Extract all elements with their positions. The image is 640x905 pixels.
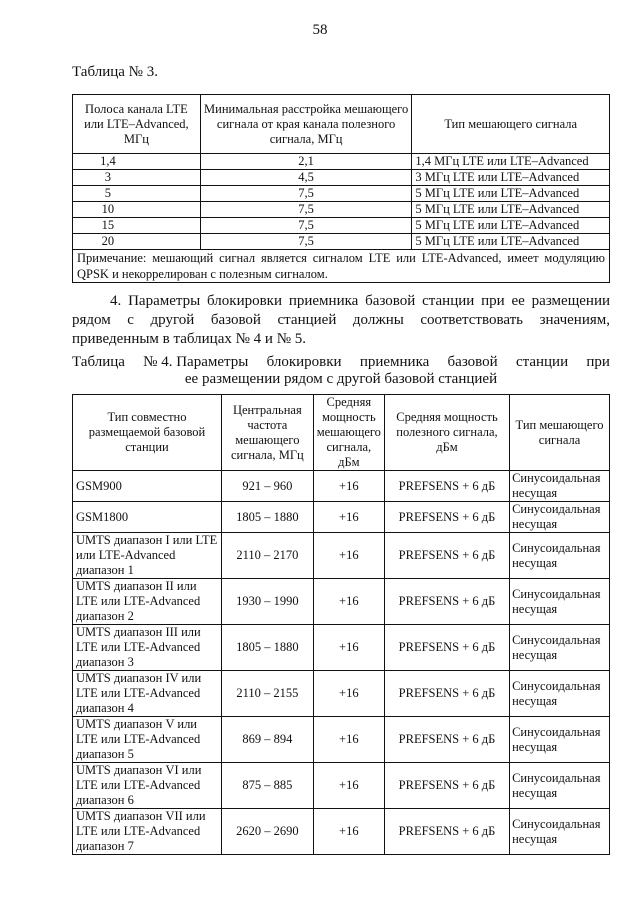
table-cell: 921 – 960 — [221, 471, 313, 502]
table-row — [73, 234, 610, 250]
table-cell: 5 МГц LTE или LTE–Advanced — [412, 234, 610, 250]
table-cell: 5 МГц LTE или LTE–Advanced — [412, 202, 610, 218]
table-cell: PREFSENS + 6 дБ — [384, 471, 509, 502]
table-cell: Синусоидальная несущая — [510, 579, 610, 625]
table-cell: PREFSENS + 6 дБ — [384, 502, 509, 533]
table-cell: PREFSENS + 6 дБ — [384, 717, 509, 763]
title-word: базовой — [447, 354, 498, 370]
table-cell: Синусоидальная несущая — [510, 763, 610, 809]
table-row — [73, 809, 610, 855]
table-cell: GSM900 — [73, 471, 222, 502]
table3-note: Примечание: мешающий сигнал является сигналом LTE или LTE-Advanced, имеет модуляцию QPSK и некоррелирован с полезным сигналом. — [73, 250, 610, 283]
table3-header-cell: Минимальная расстройка мешающего сигнала от края канала полезного сигнала, МГц — [200, 95, 412, 154]
table3-note-row — [73, 250, 610, 283]
table3-caption: Таблица № 3. — [72, 64, 158, 80]
table-cell: UMTS диапазон VII или LTE или LTE-Advanced диапазон 7 — [73, 809, 222, 855]
page-number: 58 — [312, 22, 328, 38]
table-cell: PREFSENS + 6 дБ — [384, 625, 509, 671]
table-cell: Синусоидальная несущая — [510, 502, 610, 533]
table4-header-cell: Центральная частота мешающего сигнала, МГц — [221, 395, 313, 471]
table-cell: 4,5 — [200, 170, 412, 186]
table-cell: +16 — [313, 533, 384, 579]
table-cell: UMTS диапазон I или LTE или LTE-Advanced диапазон 1 — [73, 533, 222, 579]
table-cell: UMTS диапазон V или LTE или LTE-Advanced диапазон 5 — [73, 717, 222, 763]
table-cell: +16 — [313, 763, 384, 809]
table-cell: GSM1800 — [73, 502, 222, 533]
table4 — [72, 394, 610, 855]
paragraph-4: 4. Параметры блокировки приемника базовой станции при ее размещении рядом с другой базовой станцией должны соответствовать значениям, приведенным в таблицах № 4 и № 5. — [72, 293, 610, 347]
title-word: Таблица — [72, 354, 125, 370]
table-row — [73, 763, 610, 809]
table-cell: Синусоидальная несущая — [510, 809, 610, 855]
table-cell: 1930 – 1990 — [221, 579, 313, 625]
table-cell: +16 — [313, 471, 384, 502]
table-cell: PREFSENS + 6 дБ — [384, 579, 509, 625]
table-cell: 20 — [73, 234, 201, 250]
table-cell: 7,5 — [200, 218, 412, 234]
table-row — [73, 625, 610, 671]
table-cell: 7,5 — [200, 186, 412, 202]
table-cell: PREFSENS + 6 дБ — [384, 533, 509, 579]
title-word: № 4. Параметры — [143, 354, 249, 370]
table-cell: +16 — [313, 579, 384, 625]
table4-title-line2: ее размещении рядом с другой базовой станцией — [184, 371, 498, 387]
table-cell: +16 — [313, 671, 384, 717]
table-cell: UMTS диапазон VI или LTE или LTE-Advanced диапазон 6 — [73, 763, 222, 809]
title-word: приемника — [359, 354, 430, 370]
table-cell: +16 — [313, 625, 384, 671]
table-cell: +16 — [313, 809, 384, 855]
table-cell: Синусоидальная несущая — [510, 533, 610, 579]
table-cell: PREFSENS + 6 дБ — [384, 809, 509, 855]
table-cell: Синусоидальная несущая — [510, 471, 610, 502]
table-cell: 5 — [73, 186, 201, 202]
table-cell: 875 – 885 — [221, 763, 313, 809]
table-row — [73, 533, 610, 579]
table-cell: PREFSENS + 6 дБ — [384, 671, 509, 717]
table-cell: +16 — [313, 502, 384, 533]
table-cell: +16 — [313, 717, 384, 763]
table3-header-row — [73, 95, 610, 154]
table4-header-cell: Тип мешающего сигнала — [510, 395, 610, 471]
table-cell: UMTS диапазон IV или LTE или LTE-Advanced диапазон 4 — [73, 671, 222, 717]
table4-title — [72, 354, 610, 388]
table-cell: 869 – 894 — [221, 717, 313, 763]
title-word: при — [586, 354, 610, 370]
table-cell: 2,1 — [200, 154, 412, 170]
table-cell: UMTS диапазон II или LTE или LTE-Advanced диапазон 2 — [73, 579, 222, 625]
table-row — [73, 154, 610, 170]
table-row — [73, 170, 610, 186]
table-cell: 5 МГц LTE или LTE–Advanced — [412, 218, 610, 234]
title-word: станции — [515, 354, 569, 370]
table-cell: 2110 – 2170 — [221, 533, 313, 579]
table-cell: 2620 – 2690 — [221, 809, 313, 855]
table3-header-cell: Тип мешающего сигнала — [412, 95, 610, 154]
table4-header-cell: Тип совместно размещаемой базовой станции — [73, 395, 222, 471]
table-cell: 1,4 — [73, 154, 201, 170]
table-cell: Синусоидальная несущая — [510, 671, 610, 717]
table-cell: PREFSENS + 6 дБ — [384, 763, 509, 809]
table-cell: 7,5 — [200, 234, 412, 250]
table-cell: Синусоидальная несущая — [510, 625, 610, 671]
table3-header-cell: Полоса канала LTE или LTE–Advanced, МГц — [73, 95, 201, 154]
table4-header-cell: Средняя мощность полезного сигнала, дБм — [384, 395, 509, 471]
table-cell: UMTS диапазон III или LTE или LTE-Advanced диапазон 3 — [73, 625, 222, 671]
table-cell: 5 МГц LTE или LTE–Advanced — [412, 186, 610, 202]
table-cell: 3 — [73, 170, 201, 186]
title-word: блокировки — [266, 354, 342, 370]
table-row — [73, 671, 610, 717]
table-cell: 2110 – 2155 — [221, 671, 313, 717]
table-cell: 15 — [73, 218, 201, 234]
table-cell: 10 — [73, 202, 201, 218]
table4-header-row — [73, 395, 610, 471]
table-row — [73, 579, 610, 625]
table-row — [73, 218, 610, 234]
table-cell: 1,4 МГц LTE или LTE–Advanced — [412, 154, 610, 170]
table-row — [73, 717, 610, 763]
table-row — [73, 471, 610, 502]
table-cell: Синусоидальная несущая — [510, 717, 610, 763]
table-cell: 1805 – 1880 — [221, 502, 313, 533]
table-row — [73, 202, 610, 218]
table-row — [73, 502, 610, 533]
table4-header-cell: Средняя мощность мешающего сигнала, дБм — [313, 395, 384, 471]
table-cell: 3 МГц LTE или LTE–Advanced — [412, 170, 610, 186]
table-cell: 7,5 — [200, 202, 412, 218]
table-row — [73, 186, 610, 202]
table-cell: 1805 – 1880 — [221, 625, 313, 671]
table3 — [72, 94, 610, 283]
table4-title-line1 — [72, 354, 610, 371]
